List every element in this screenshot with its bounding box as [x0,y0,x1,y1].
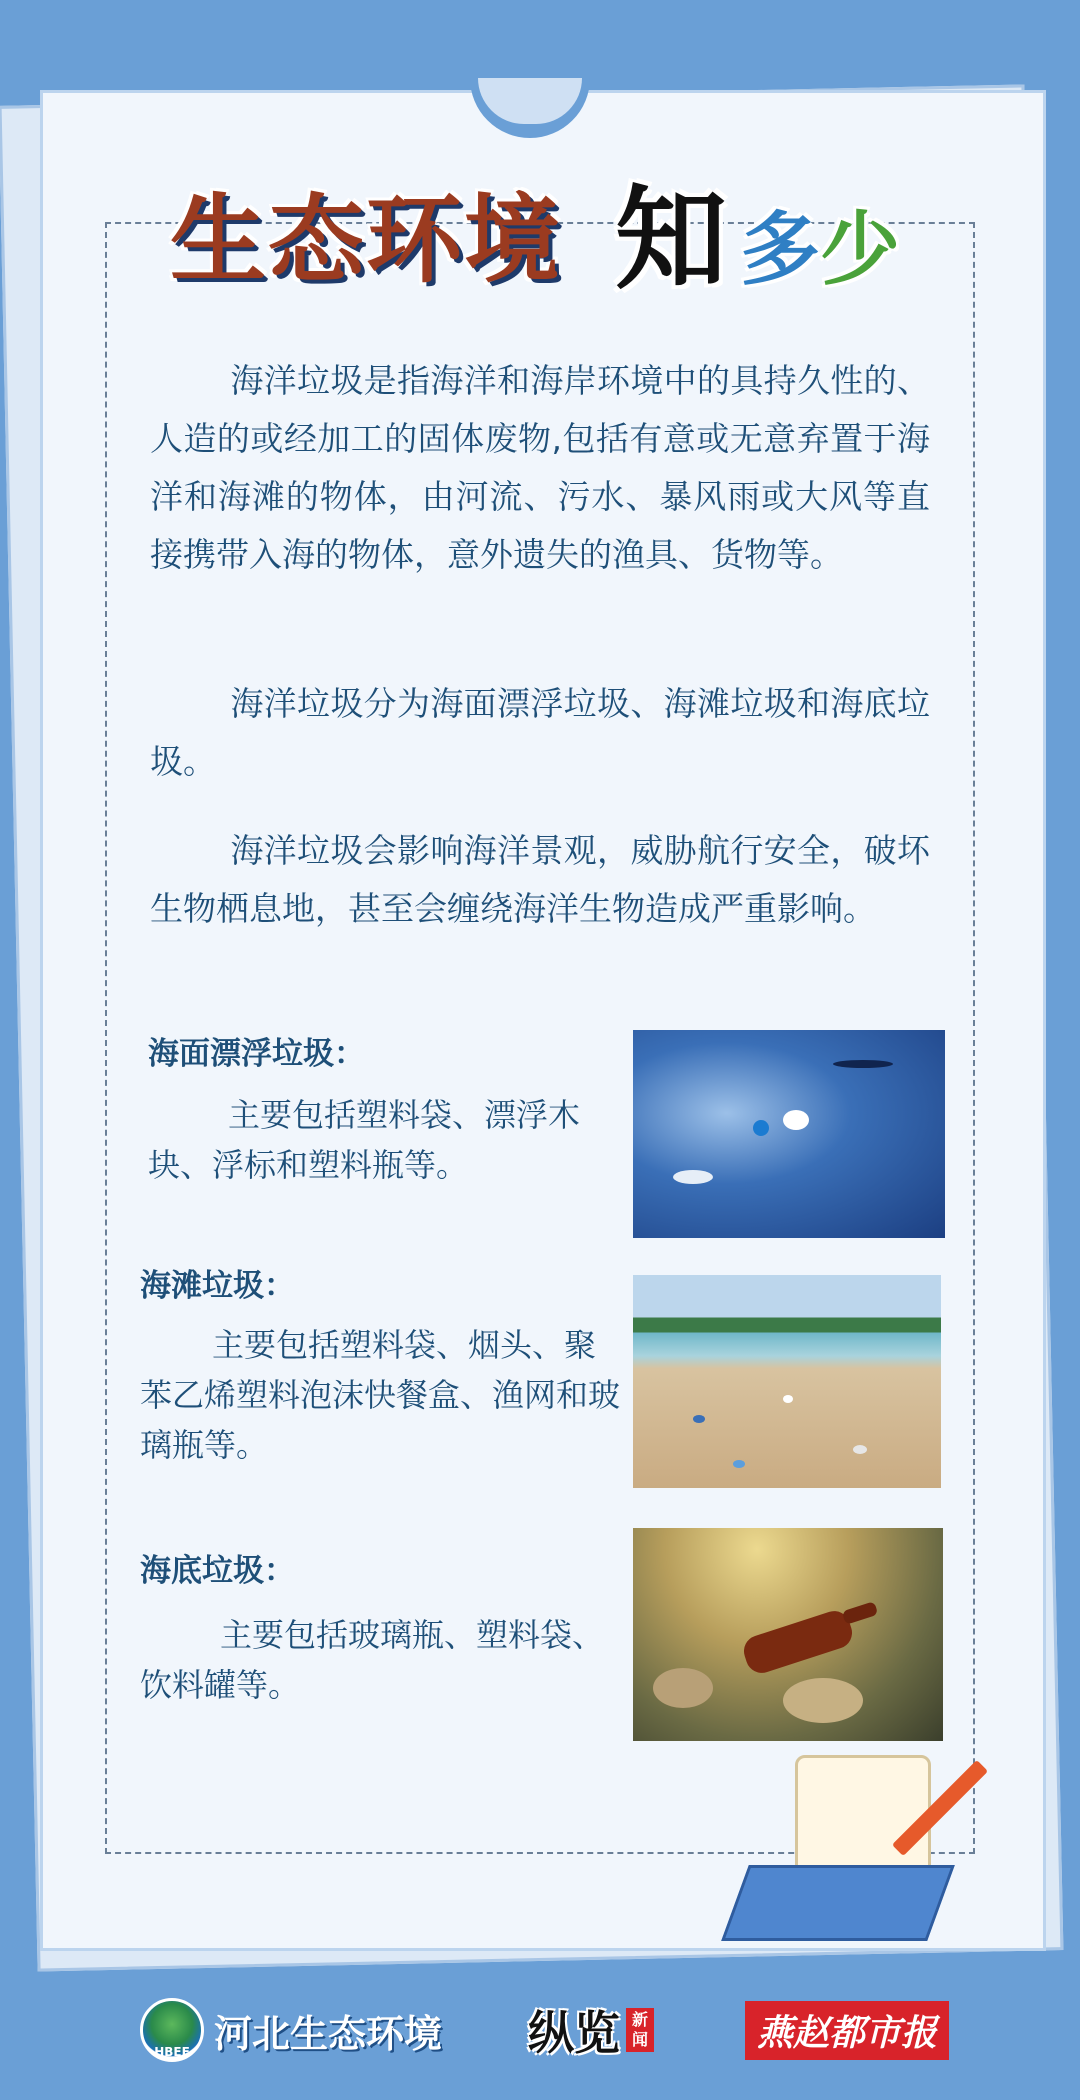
glass-bottle [740,1607,856,1677]
intro-paragraph-3-text: 海洋垃圾会影响海洋景观，威胁航行安全，破坏生物栖息地，甚至会缠绕海洋生物造成严重影响。 [150,831,930,928]
notebook-illustration [721,1865,955,1941]
seabed-rock [653,1668,713,1708]
litter-piece [853,1445,867,1454]
glass-bottle-neck [842,1601,879,1625]
page-title [170,175,930,305]
intro-paragraph-2-text: 海洋垃圾分为海面漂浮垃圾、海滩垃圾和海底垃圾。 [150,684,930,781]
floating-debris [783,1110,809,1130]
litter-piece [733,1460,745,1468]
zonglan-news-badge: 新闻 [626,2008,654,2052]
seabed-rock [783,1678,863,1723]
section-body-surface [148,1090,618,1190]
section-body-seabed-text: 主要包括玻璃瓶、塑料袋、饮料罐等。 [140,1616,605,1704]
section-heading-beach: 海滩垃圾： [140,1268,295,1304]
section-body-beach-text: 主要包括塑料袋、烟头、聚苯乙烯塑料泡沫快餐盒、渔网和玻璃瓶等。 [140,1326,621,1464]
intro-paragraph-3 [150,822,930,938]
litter-piece [693,1415,705,1423]
title-duo: 多 [740,203,820,296]
floating-debris [753,1120,769,1136]
section-body-seabed [140,1610,620,1710]
zonglan-name: 纵览 [528,2006,620,2060]
hbee-emblem-icon [140,1998,204,2062]
floating-debris [833,1060,893,1068]
section-heading-seabed: 海底垃圾： [140,1553,295,1589]
section-heading-surface: 海面漂浮垃圾： [148,1036,365,1072]
yanzhao-name: 燕赵都市报 [745,2001,949,2060]
title-shao: 少 [820,203,900,296]
zonglan-logo [528,2000,654,2060]
yanzhao-logo [745,2000,949,2060]
hbee-logo [140,2000,442,2060]
ocean-surface-photo [633,1030,945,1238]
title-main: 生态环境 [170,184,562,296]
floating-bottle [673,1170,713,1184]
hbee-badge-text: HBEE [154,2045,190,2059]
section-body-surface-text: 主要包括塑料袋、漂浮木块、浮标和塑料瓶等。 [148,1096,581,1184]
intro-paragraph-1-text: 海洋垃圾是指海洋和海岸环境中的具持久性的、人造的或经加工的固体废物,包括有意或无意弃置于海洋和海滩的物体，由河流、污水、暴风雨或大风等直接携带入海的物体，意外遗失的渔具、货物等。 [150,361,930,574]
intro-paragraph-2 [150,675,930,791]
beach-litter-photo [633,1275,941,1488]
intro-paragraph-1 [150,352,930,584]
section-body-beach [140,1320,620,1470]
hbee-name: 河北生态环境 [214,2011,443,2056]
litter-piece [783,1395,793,1403]
seabed-bottle-photo [633,1528,943,1741]
title-zhi: 知 [615,175,727,305]
